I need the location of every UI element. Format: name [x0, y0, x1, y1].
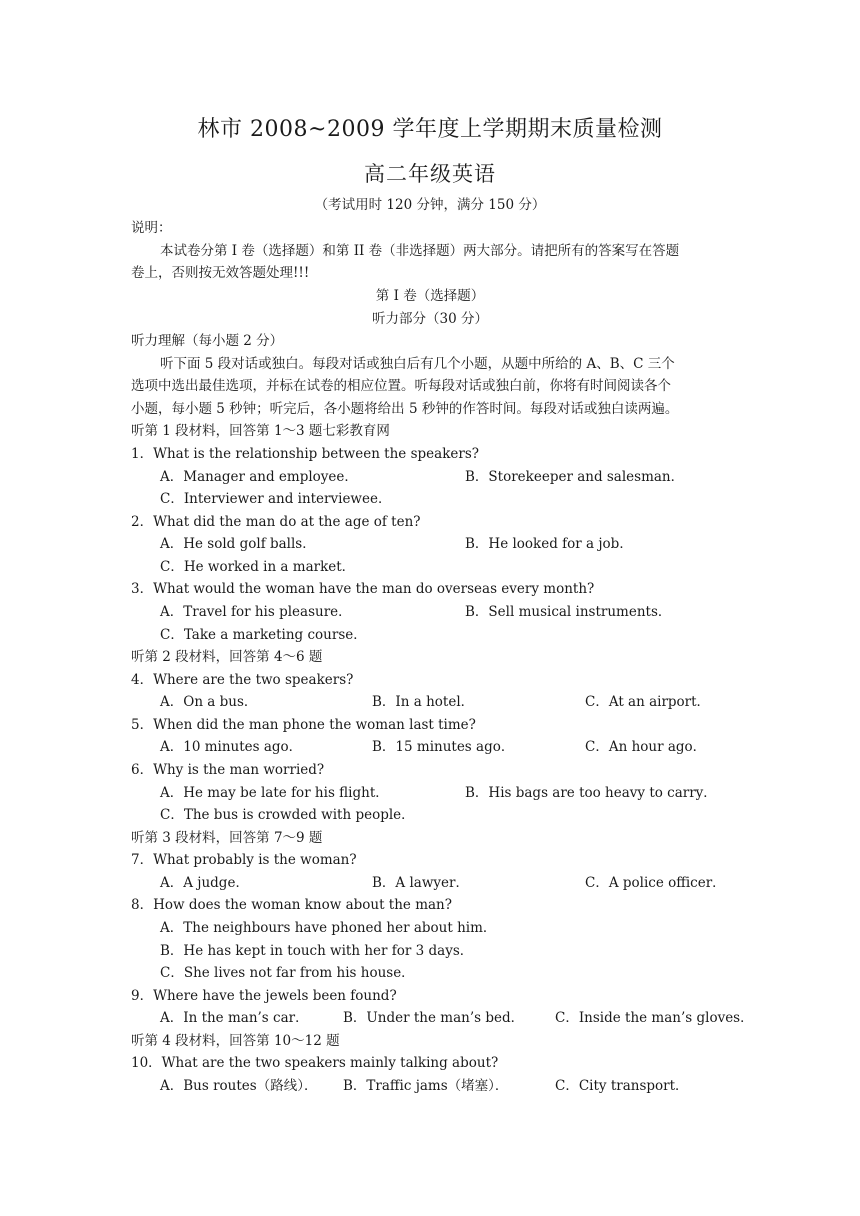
- question: 5．When did the man phone the woman last time?: [131, 717, 476, 733]
- section-description: 听下面 5 段对话或独白。每段对话或独白后有几个小题，从题中所给的 A、B、C 三个: [160, 356, 675, 372]
- section-description: 选项中选出最佳选项，并标在试卷的相应位置。听每段对话或独白前，你将有时间阅读各个: [131, 378, 671, 394]
- question: 6．Why is the man worried?: [131, 762, 325, 778]
- option-c: C．City transport．: [555, 1078, 689, 1094]
- option-c: C．At an airport．: [585, 694, 711, 710]
- subsection-title: 听力理解（每小题 2 分）: [131, 333, 284, 349]
- group-heading: 听第 3 段材料，回答第 7～9 题: [131, 830, 323, 846]
- exam-info: （考试用时 120 分钟，满分 150 分）: [314, 197, 546, 213]
- option-c: C．Interviewer and interviewee．: [160, 491, 392, 507]
- option-a: A．Travel for his pleasure．: [160, 604, 352, 620]
- option-a: A．Bus routes（路线）．: [160, 1078, 318, 1094]
- option-c: C．He worked in a market．: [160, 559, 356, 575]
- option-b: B．Storekeeper and salesman．: [465, 469, 685, 485]
- option-b: B．A lawyer．: [372, 875, 469, 891]
- page-subtitle: 高二年级英语: [364, 162, 496, 186]
- instructions-label: 说明：: [131, 220, 172, 236]
- section-title: 听力部分（30 分）: [372, 311, 488, 327]
- question: 2．What did the man do at the age of ten?: [131, 514, 421, 530]
- option-b: B．His bags are too heavy to carry．: [465, 785, 717, 801]
- group-heading: 听第 2 段材料，回答第 4～6 题: [131, 649, 323, 665]
- option-a: A．10 minutes ago．: [160, 739, 303, 755]
- option-b: B．In a hotel．: [372, 694, 475, 710]
- question: 3．What would the woman have the man do overseas every month?: [131, 581, 595, 597]
- option-a: A．On a bus．: [160, 694, 258, 710]
- group-heading: 听第 1 段材料，回答第 1～3 题七彩教育网: [131, 423, 390, 439]
- option-c: C．A police officer．: [585, 875, 726, 891]
- option-a: A．A judge．: [160, 875, 249, 891]
- question: 8．How does the woman know about the man?: [131, 897, 452, 913]
- question: 10．What are the two speakers mainly talking about?: [131, 1055, 499, 1071]
- option-a: A．He may be late for his flight．: [160, 785, 389, 801]
- page-title: 林市 2008~2009 学年度上学期期末质量检测: [197, 117, 663, 142]
- option-a: A．He sold golf balls．: [160, 536, 316, 552]
- option-b: B．Under the man’s bed．: [343, 1010, 525, 1026]
- option-a: A．Manager and employee．: [160, 469, 358, 485]
- part-title: 第 I 卷（选择题）: [375, 288, 485, 304]
- option-c: C．She lives not far from his house．: [160, 965, 415, 981]
- option-b: B．He has kept in touch with her for 3 days．: [160, 943, 474, 959]
- option-c: C．The bus is crowded with people．: [160, 807, 415, 823]
- option-c: C．Inside the man’s gloves．: [555, 1010, 754, 1026]
- instructions-line: 卷上，否则按无效答题处理!!!: [131, 265, 310, 281]
- option-b: B．He looked for a job．: [465, 536, 633, 552]
- option-c: C．An hour ago．: [585, 739, 707, 755]
- question: 7．What probably is the woman?: [131, 852, 357, 868]
- question: 4．Where are the two speakers?: [131, 672, 354, 688]
- option-a: A．In the man’s car．: [160, 1010, 309, 1026]
- option-b: B．Traffic jams（堵塞）．: [343, 1078, 509, 1094]
- option-c: C．Take a marketing course．: [160, 627, 367, 643]
- question: 1．What is the relationship between the speakers?: [131, 446, 479, 462]
- instructions-line: 本试卷分第 I 卷（选择题）和第 II 卷（非选择题）两大部分。请把所有的答案写在答题: [160, 243, 680, 259]
- section-description: 小题，每小题 5 秒钟；听完后，各小题将给出 5 秒钟的作答时间。每段对话或独白读两遍。: [131, 401, 679, 417]
- option-b: B．Sell musical instruments．: [465, 604, 672, 620]
- question: 9．Where have the jewels been found?: [131, 988, 397, 1004]
- option-a: A．The neighbours have phoned her about him．: [160, 920, 497, 936]
- group-heading: 听第 4 段材料，回答第 10～12 题: [131, 1033, 340, 1049]
- option-b: B．15 minutes ago．: [372, 739, 515, 755]
